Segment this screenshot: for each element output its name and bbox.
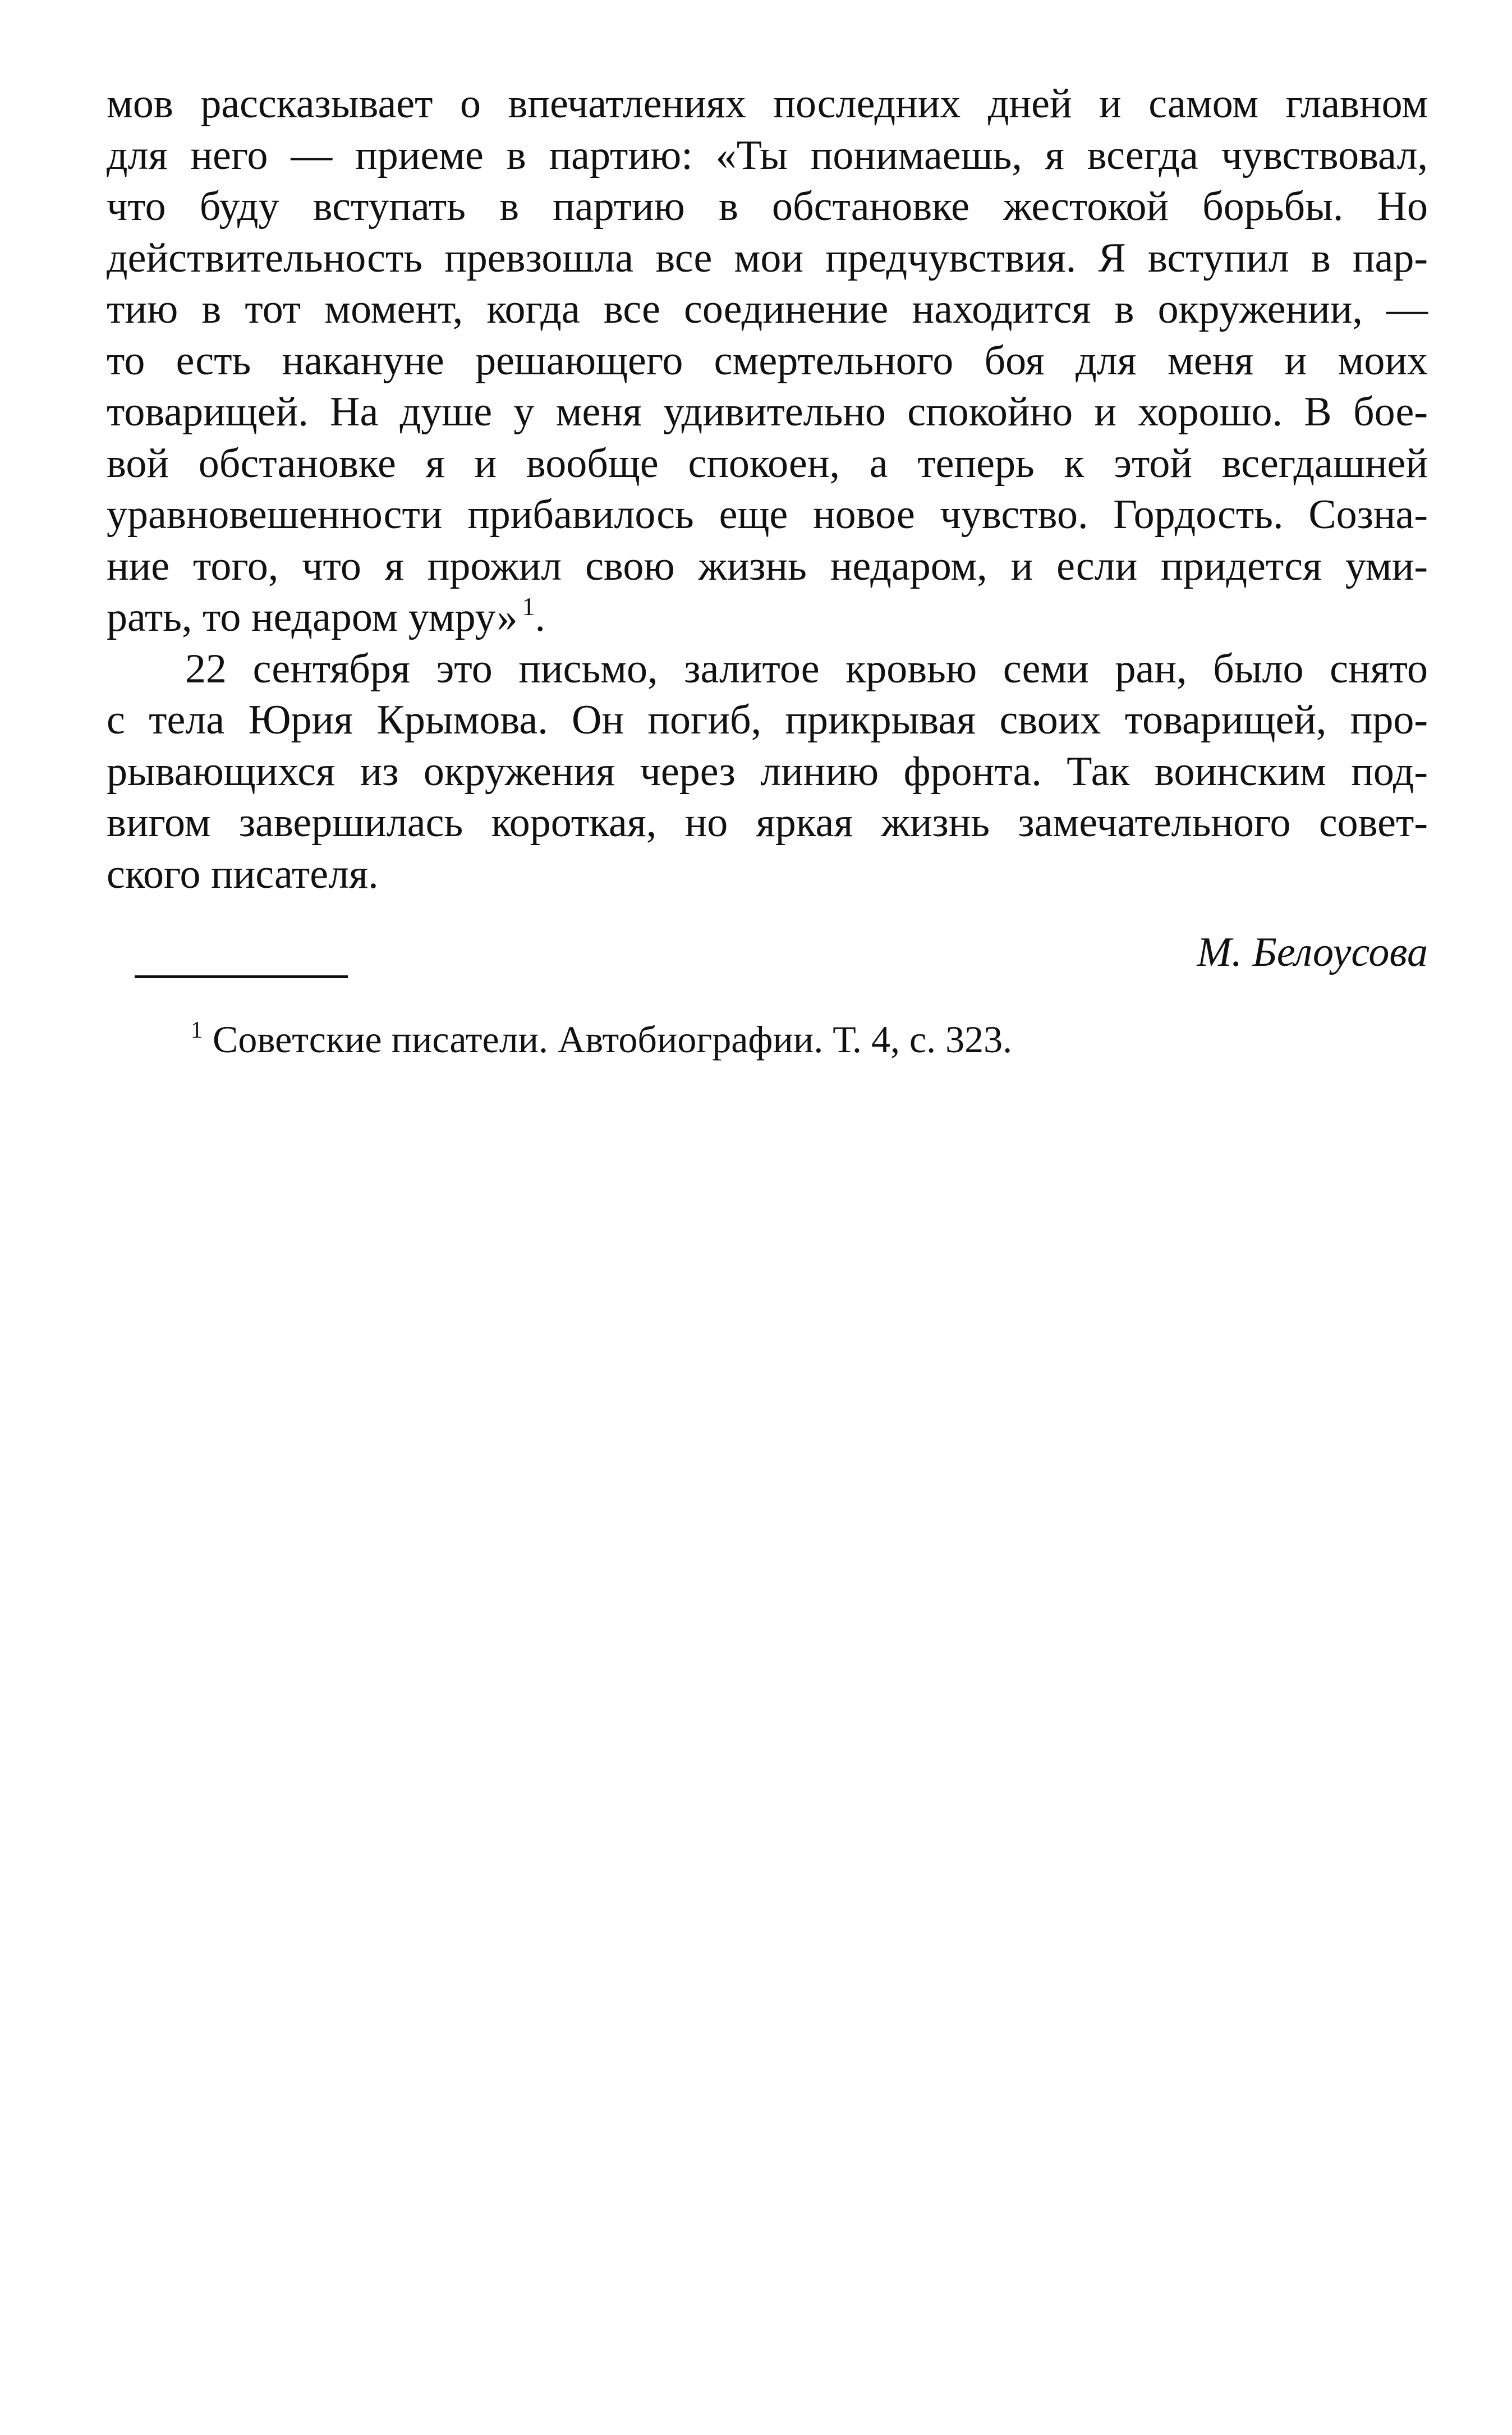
footnote-separator	[135, 975, 348, 978]
text-line-final	[107, 592, 1428, 644]
text-line: уравновешенности прибавилось еще новое чувство. Гордость. Созна-	[107, 492, 1428, 538]
text-line: 22 сентября это письмо, залитое кровью семи ран, было снято	[185, 645, 1428, 692]
paragraph-death	[107, 644, 1428, 901]
text-line-content: рать, то недаром умру»	[107, 594, 518, 640]
footnote-reference[interactable]: 1	[522, 592, 535, 621]
text-line: вигом завершилась короткая, но яркая жизнь замечательного совет-	[107, 800, 1428, 846]
text-line: действительность превзошла все мои предчувствия. Я вступил в пар-	[107, 235, 1428, 281]
trailing-punctuation: .	[535, 594, 545, 640]
text-line: то есть накануне решающего смертельного боя для меня и моих	[107, 337, 1428, 384]
text-line: что буду вступать в партию в обстановке жестокой борьбы. Но	[107, 184, 1428, 230]
text-line: ние того, что я прожил свою жизнь недаром, и если придется уми-	[107, 543, 1428, 589]
footnote	[191, 1017, 1012, 1062]
document-page	[107, 79, 1428, 979]
author-signature: М. Белоусова	[1197, 929, 1428, 975]
text-line: мов рассказывает о впечатлениях последних дней и самом главном	[107, 81, 1428, 127]
text-line: ского писателя.	[107, 851, 379, 897]
text-line: с тела Юрия Крымова. Он погиб, прикрывая своих товарищей, про-	[107, 697, 1428, 743]
text-line: вой обстановке я и вообще спокоен, а теперь к этой всегдашней	[107, 440, 1428, 487]
footnote-mark: 1	[191, 1017, 203, 1043]
text-line: тию в тот момент, когда все соединение находится в окружении, —	[107, 286, 1428, 332]
text-line: для него — приеме в партию: «Ты понимаешь, я всегда чувствовал,	[107, 132, 1428, 178]
text-line: товарищей. На душе у меня удивительно спокойно и хорошо. В бое-	[107, 389, 1428, 435]
footnote-text: Советские писатели. Автобиографии. Т. 4, с. 323.	[213, 1018, 1013, 1061]
paragraph-letter-quote	[107, 79, 1428, 644]
text-line: рывающихся из окружения через линию фронта. Так воинским под-	[107, 748, 1428, 795]
